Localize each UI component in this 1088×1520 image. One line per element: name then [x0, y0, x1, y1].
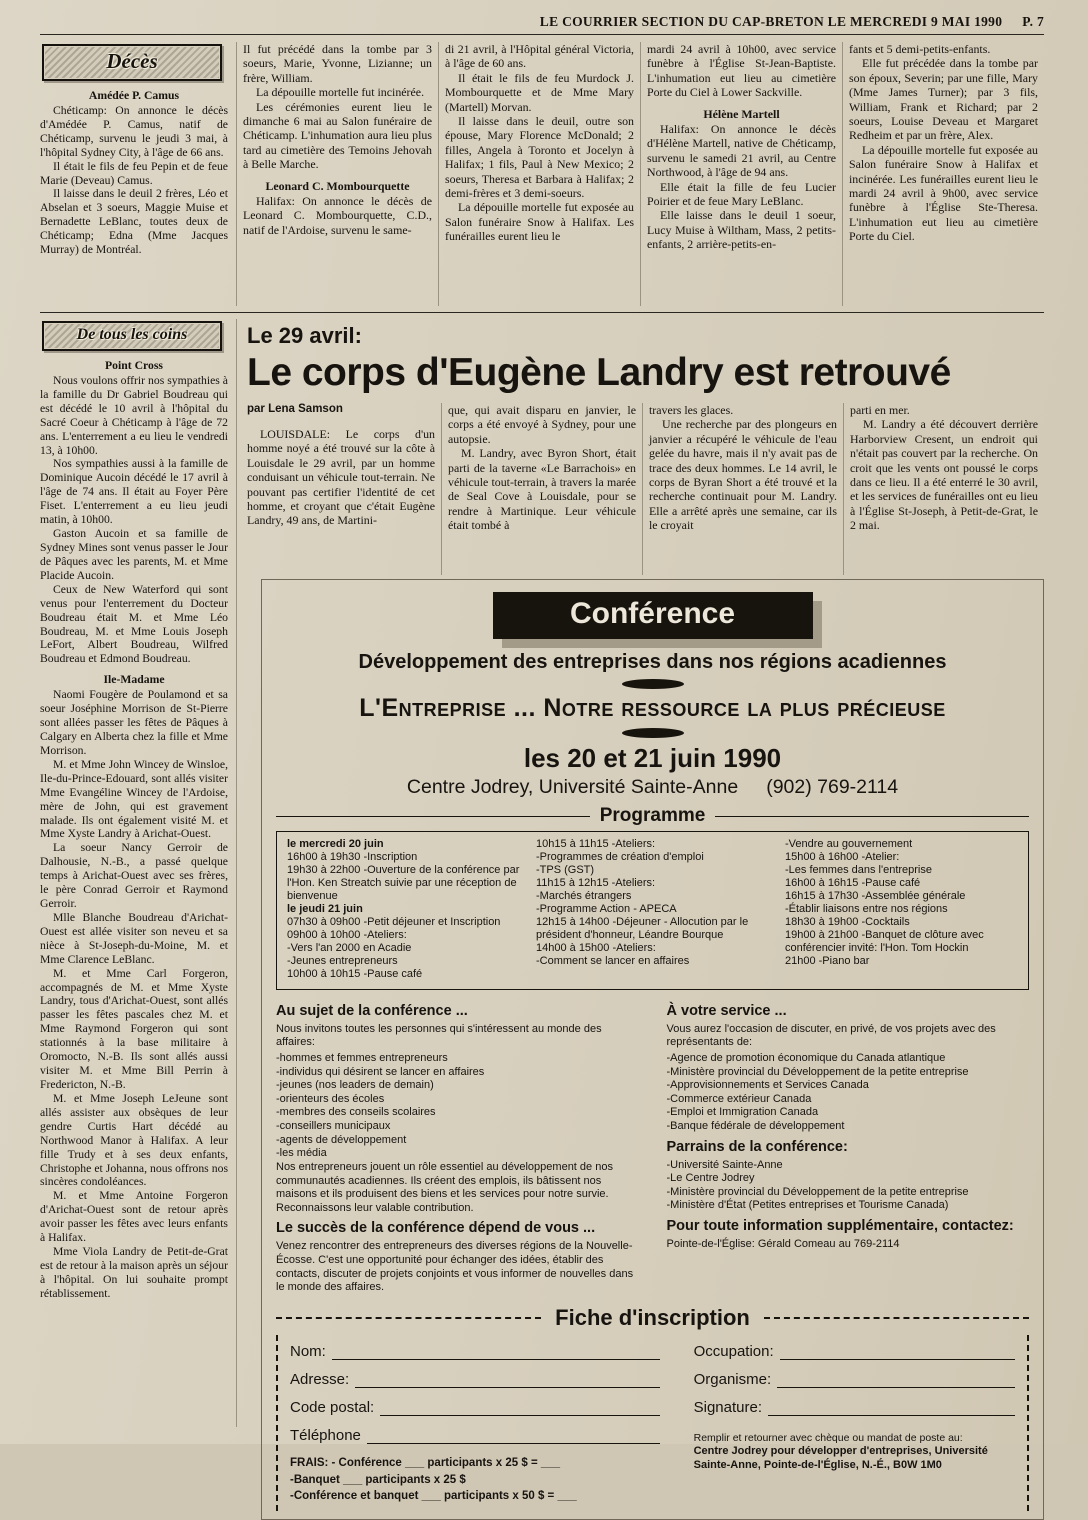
field-blank-line [380, 1402, 659, 1416]
obituary-column [438, 42, 640, 306]
paragraph: Gaston Aucoin et sa famille de Sydney Mines sont venus passer le Jour de Pâques avec les parents, M. et Mme Placide Aucoin. [40, 527, 228, 582]
masthead [40, 14, 1044, 34]
coins-section-title [42, 321, 222, 351]
paragraph-continued: fants et 5 demi-petits-enfants. [849, 42, 991, 56]
line: -hommes et femmes entrepreneurs [276, 1051, 448, 1064]
paragraph: Naomi Fougère de Poulamond et sa soeur Joséphine Morrison de St-Pierre sont allées passer les fêtes de Pâques à Calgary en Alberta chez la fille et Mme Morrison. [40, 688, 228, 757]
line: 14h00 à 15h00 -Ateliers: [536, 941, 656, 954]
program-column [785, 838, 1018, 981]
about-intro: Nous invitons toutes les personnes qui s'intéressent au monde des affaires: [276, 1022, 602, 1049]
line: -Les femmes dans l'entreprise [785, 863, 932, 876]
program-rule-left [276, 816, 590, 817]
line: 11h15 à 12h15 -Ateliers: [536, 876, 656, 889]
line: 19h00 à 21h00 -Banquet de clôture avec conférencier invité: l'Hon. Tom Hockin [785, 928, 984, 954]
venue-phone: (902) 769-2114 [766, 776, 899, 798]
paragraph: La dépouille mortelle fut incinérée. [256, 85, 425, 100]
field-label: Téléphone [290, 1426, 361, 1444]
paragraph: Halifax: On annonce le décès de Leonard C. Mombourquette, C.D., natif de l'Ardoise, survenu le same- [243, 194, 432, 237]
line: -orienteurs des écoles [276, 1092, 385, 1105]
deces-title-label: Décès [106, 49, 158, 73]
line: -Marchés étrangers [536, 889, 632, 902]
line: -Jeunes entrepreneurs [287, 954, 398, 967]
obituary-column [842, 42, 1044, 306]
coins-title-label: De tous les coins [76, 326, 188, 343]
program-box [276, 831, 1029, 990]
paragraph: Nous voulons offrir nos sympathies à la famille du Dr Gabriel Boudreau qui est décédé le 10 avril à l'hôpital du Sacré Coeur à Chéticamp à l'âge de 72 ans. L'enterrement a eu lieu le vendredi 13, à 10h00. [40, 373, 228, 457]
about-column [276, 998, 639, 1297]
line: -jeunes (nos leaders de demain) [276, 1079, 434, 1092]
line: 16h15 à 17h30 -Assemblée générale [785, 889, 966, 902]
article-columns [247, 403, 1044, 575]
page-number: P. 7 [1022, 14, 1044, 29]
main-area [236, 319, 1044, 1503]
line: -Banque fédérale de développement [666, 1120, 845, 1132]
paragraph: M. et Mme John Wincey de Winsloe, Ile-du-Prince-Edouard, sont allés visiter Mme Evangéline Wincey de l'Ardoise, mère de John, qui est gravement malade. Ils ont également visité M. et Mme Xyste Landry à Arichat-Ouest. [40, 757, 228, 841]
line: -Ministère provincial du Développement de la petite entreprise [666, 1065, 969, 1078]
paragraph: M. Landry a été découvert derrière Harborview Cresent, un endroit qui n'était pas couvert par la recherche. On croit que les vents ont poussé le corps dans ce lieu. Il a été enterré le 30 avril, et les services de funérailles ont eu lieu à l'Église St-Joseph, à Petit-de-Grat, le 2 mai. [850, 417, 1038, 533]
line: -Emploi et Immigration Canada [666, 1106, 819, 1119]
paragraph-continued: parti en mer. [850, 403, 910, 417]
line: -Approvisionnements et Services Canada [666, 1079, 869, 1092]
service-column [667, 998, 1030, 1297]
line: -Commerce extérieur Canada [666, 1092, 812, 1105]
subheading: Amédée P. Camus [88, 89, 180, 102]
paragraph: Les cérémonies eurent lieu le dimanche 6 mai au Salon funéraire de Chéticamp. L'inhumation aura lieu plus tard au cimetière des Temoins Jehovah à Belle Marche. [243, 99, 432, 172]
line: -Le Centre Jodrey [666, 1172, 755, 1185]
line: -Vendre au gouvernement [785, 838, 913, 850]
event-venue [276, 776, 1029, 799]
line: -TPS (GST) [536, 863, 595, 876]
deces-section-title [42, 44, 222, 81]
form-field-nom [290, 1343, 660, 1360]
line: -Programmes de création d'emploi [536, 850, 704, 863]
obituaries-first-column [40, 42, 236, 306]
form-dashed-rule-right [764, 1317, 1029, 1319]
line: 15h00 à 16h00 -Atelier: [785, 850, 900, 863]
field-blank-line [768, 1402, 1015, 1416]
paragraph: Il laisse dans le deuil, outre son épouse, Mary Florence McDonald; 2 filles, Angela à Toronto et Jocelyn à Halifax; 1 fils, Paul à New Mexico; 2 soeurs, Theresa et Barbara à Halifax; 2 demi-frères et 3 demi-soeurs. [445, 114, 634, 201]
paragraph: La dépouille mortelle fut exposée au Salon funéraire Snow à Halifax. Les funérailles eurent lieu le [445, 200, 634, 244]
paragraph: Ceux de New Waterford qui sont venus pour l'enterrement du Docteur Boudreau était M. et Mme Léo Boudreau, M. et Mme Louis Joseph LeFort, Albert Boudreau, Wilfred Boudreau et Edmond Boudreau. [40, 582, 228, 666]
subheading: Hélène Martell [703, 106, 780, 121]
paragraph-continued: travers les glaces. [649, 403, 734, 417]
field-blank-line [780, 1346, 1015, 1360]
field-label: Occupation: [693, 1342, 774, 1360]
line: FRAIS: - Conférence ___ participants x 25 $ = ___ [290, 1456, 561, 1469]
obituaries-row [40, 42, 1044, 306]
paragraph: Elle fut précédée dans la tombe par son époux, Severin; par une fille, Mary (Mme James Turner); par 3 fils, William, Frank et Richard; par 2 soeurs, Louise Deveau et Margaret Redheim et par un frère, Alex. [849, 56, 1038, 143]
line: 18h30 à 19h00 -Cocktails [785, 915, 910, 928]
registration-form [276, 1305, 1029, 1511]
subheading: Point Cross [105, 359, 163, 372]
article-column [642, 403, 843, 575]
paragraph: Elle laisse dans le deuil 1 soeur, Lucy Muise à Wiltham, Mass, 2 petits-enfants, 2 arrière-petits-en- [647, 208, 836, 252]
paragraph-continued: mardi 24 avril à 10h00, avec service funèbre à l'Église St-Jean-Baptiste. L'inhumation eut lieu au cimetière Porte du Ciel à Lower Sackville. [647, 42, 836, 100]
paragraph: Il laisse dans le deuil 2 frères, Léo et Abselan et 3 soeurs, Maggie Muise et Bernadette LeBlanc, toutes deux de Chéticamp; Edna (Mme Jacques Murray) de Montréal. [40, 187, 228, 257]
divider-oval [622, 728, 684, 738]
line: 10h00 à 10h15 -Pause café [287, 967, 423, 980]
line: -Établir liaisons entre nos régions [785, 902, 948, 915]
program-column [287, 838, 520, 981]
obituary-columns [236, 42, 1044, 306]
paragraph: La soeur Nancy Gerroir de Dalhousie, N.-B., a passé quelque temps à Arichat-Ouest avec ses frères, le père Conrad Gerroir et Raymond Gerroir. [40, 841, 228, 911]
line: -membres des conseils scolaires [276, 1106, 436, 1119]
line: -Ministère d'État (Petites entreprises et Tourisme Canada) [666, 1199, 949, 1212]
service-intro: Vous aurez l'occasion de discuter, en privé, de vos projets avec des représentants de: [666, 1022, 996, 1049]
obituary-column [236, 42, 438, 306]
success-body: Venez rencontrer des entrepreneurs des diverses régions de la Nouvelle-Écosse. C'est une opportunité pour échanger des idées, établir des contacts, discuter de projets conjoints et vous informer de nouvelles dans le monde des affaires. [276, 1240, 634, 1294]
ad-info-section [276, 998, 1029, 1297]
paragraph: Halifax: On annonce le décès d'Hélène Martell, native de Chéticamp, survenu le samedi 21 avril, au Centre Northwood, à l'âge de 94 ans. [647, 122, 836, 180]
fees-block [290, 1455, 660, 1505]
divider-oval [622, 679, 684, 689]
line: -Agence de promotion économique du Canada atlantique [666, 1051, 946, 1064]
paragraph-continued: di 21 avril, à l'Hôpital général Victoria, à l'âge de 60 ans. [445, 42, 634, 71]
field-blank-line [355, 1374, 659, 1388]
sponsors-list [667, 1159, 1030, 1214]
line: -Banquet ___ participants x 25 $ [290, 1473, 466, 1486]
paragraph: Mme Viola Landry de Petit-de-Grat est de retour à la maison après un séjour à l'hôpital. On lui souhaite prompt rétablissement. [40, 1245, 228, 1300]
form-field-telephone [290, 1427, 660, 1444]
contact-heading: Pour toute information supplémentaire, contactez: [666, 1218, 1014, 1235]
line: -agents de développement [276, 1133, 407, 1146]
form-left-column [290, 1343, 660, 1505]
program-rule-right [715, 816, 1029, 817]
paragraph: M. et Mme Antoine Forgeron d'Arichat-Ouest sont de retour après avoir passer les fêtes avec leurs enfants à Halifax. [40, 1189, 228, 1245]
about-outro: Nos entrepreneurs jouent un rôle essentiel au développement de nos communautés acadiennes. Ils créent des emplois, ils bâtissent nos maisons et ils produisent des biens et les services pour notre survie. Reconnaissons leur valable contribution. [276, 1160, 613, 1214]
form-body [276, 1335, 1029, 1511]
contact-line: Pointe-de-l'Église: Gérald Comeau au 769-2114 [666, 1238, 900, 1251]
paragraph-continued: que, qui avait disparu en janvier, le corps a été envoyé à Sydney, pour une autopsie. [448, 403, 636, 446]
conference-advertisement [261, 579, 1044, 1520]
top-rule [40, 34, 1044, 35]
paragraph: Il était le fils de feu Pepin et de feue Marie (Deveau) Camus. [40, 159, 228, 187]
paragraph: La dépouille mortelle fut exposée au Salon funéraire Snow à Halifax et incinérée. Les funérailles eurent lieu le mardi 24 avril à 9h00, avec service funèbre à l'Église Ste-Theresa. L'inhumation eut lieu au cimetière Porte du Ciel. [849, 142, 1038, 244]
masthead-title: LE COURRIER SECTION DU CAP-BRETON LE MERCREDI 9 MAI 1990 [539, 14, 1003, 29]
subheading: Leonard C. Mombourquette [265, 178, 410, 193]
paragraph: Mlle Blanche Boudreau d'Arichat-Ouest est allée visiter son neveu et sa nièce à St-Joseph-du-Moine, M. et Mme Clarence LeBlanc. [40, 910, 228, 966]
sponsors-heading: Parrains de la conférence: [666, 1138, 848, 1155]
field-label: Nom: [290, 1342, 326, 1360]
form-header [276, 1305, 1029, 1331]
article-column [441, 403, 642, 575]
paragraph: M. et Mme Joseph LeJeune sont allés assister aux obsèques de leur gendre Curtis Hart décédé au Northwood Manor à Halifax. A leur fille Trudy et à ses deux enfants, Christophe et Johanna, nous offrons nos sincères condoléances. [40, 1091, 228, 1189]
subheading: Ile-Madame [103, 673, 165, 687]
about-heading: Au sujet de la conférence ... [276, 1002, 468, 1019]
event-dates: les 20 et 21 juin 1990 [523, 743, 782, 773]
field-blank-line [332, 1346, 660, 1360]
conference-title-box [493, 592, 813, 639]
paragraph: Une recherche par des plongeurs en janvier a récupéré le véhicule de l'eau gelée du havre, mais il n'y avait pas de trace des deux hommes. Le 14 avril, le corps de Byran Short a été trouvé et la recherche continuait pour M. Landry. Elle a arrêté après une semaine, car ils le croyait [649, 417, 837, 533]
field-label: Adresse: [290, 1370, 350, 1388]
field-blank-line [777, 1374, 1015, 1388]
article-column [247, 403, 441, 575]
form-dashed-rule-left [276, 1317, 541, 1319]
ad-subtitle: Développement des entreprises dans nos régions acadiennes [358, 651, 947, 673]
article-column [843, 403, 1044, 575]
field-label: Signature: [693, 1398, 762, 1416]
article-headline: Le corps d'Eugène Landry est retrouvé [247, 351, 951, 394]
ad-slogan: L'Entreprise ... Notre ressource la plus précieuse [359, 694, 946, 722]
line: -Vers l'an 2000 en Acadie [287, 941, 412, 954]
line: 19h30 à 22h00 -Ouverture de la conférence par l'Hon. Ken Streatch suivie par une réception de bienvenue [287, 863, 520, 902]
paragraph-continued: Il fut précédé dans la tombe par 3 soeurs, Marie, Yvonne, Lizianne; un frère, William. [243, 42, 432, 85]
line: -Université Sainte-Anne [666, 1158, 783, 1171]
line: 16h00 à 19h30 -Inscription [287, 850, 418, 863]
line: 21h00 -Piano bar [785, 954, 870, 967]
line: -Conférence et banquet ___ participants x 50 $ = ___ [290, 1490, 577, 1503]
form-right-column [694, 1343, 1015, 1505]
paragraph: Il était le fils de feu Murdock J. Mombourquette et de Mme Mary (Martell) Morvan. [445, 70, 634, 114]
form-field-adresse [290, 1371, 660, 1388]
paragraph: M. et Mme Carl Forgeron, accompagnés de M. et Mme Xyste Landry, tous d'Arichat-Ouest, sont allés passer les fêtes pascales chez M. et Mme Raymond Forgeron qui sont stationnés à la base militaire à Oromocto, N.-B. Ils sont allés aussi visiter M. et Mme Bill Perrin à Fredericton, N.-B. [40, 966, 228, 1092]
program-title: Programme [599, 805, 706, 826]
obituary-column [640, 42, 842, 306]
field-blank-line [367, 1430, 660, 1444]
article-byline: par Lena Samson [247, 403, 343, 415]
field-label: Code postal: [290, 1398, 375, 1416]
conference-title-label: Conférence [569, 597, 736, 630]
form-note-bold: Centre Jodrey pour développer d'entreprises, Université Sainte-Anne, Pointe-de-l'Église, N.-É., B0W 1M0 [693, 1444, 988, 1472]
bold-line: le mercredi 20 juin [287, 838, 384, 850]
line: -conseillers municipaux [276, 1120, 391, 1132]
success-heading: Le succès de la conférence dépend de vous ... [276, 1220, 596, 1237]
line: 09h00 à 10h00 -Ateliers: [287, 928, 407, 941]
paragraph: Elle était la fille de feu Lucier Poirier et de feue Mary LeBlanc. [647, 179, 836, 209]
coins-sidebar [40, 319, 236, 1427]
line: 16h00 à 16h15 -Pause café [785, 876, 921, 889]
paragraph: M. Landry, avec Byron Short, était parti de la taverne «Le Barrachois» en véhicule tout-terrain, à travers la marée de Seal Cove à Louisdale, pour se rendre à Martinique. Leur véhicule était tombé à [448, 446, 636, 533]
form-title: Fiche d'inscription [555, 1304, 750, 1330]
line: 07h30 à 09h00 -Petit déjeuner et Inscription [287, 915, 501, 928]
line: -Programme Action - APECA [536, 902, 677, 915]
program-column [536, 838, 769, 981]
lower-row [40, 319, 1044, 1503]
program-header [276, 805, 1029, 827]
paragraph: Nos sympathies aussi à la famille de Dominique Aucoin décédé le 17 avril à l'âge de 74 ans. Il était au Foyer Père Fiset. L'enterrement a eu lieu jeudi matin, à 10h00. [40, 457, 228, 527]
line: -individus qui désirent se lancer en affaires [276, 1065, 485, 1078]
form-field-occupation [694, 1343, 1015, 1360]
paragraph: Chéticamp: On annonce le décès d'Amédée P. Camus, natif de Chéticamp, survenu le jeudi 3 mai, à l'hôpital Sydney City, à l'âge de 66 ans. [40, 103, 228, 159]
paragraph: LOUISDALE: Le corps d'un homme noyé a été trouvé sur la côte à Louisdale le 29 avril, par un homme conduisant un véhicule tout-terrain. Ne pouvant pas certifier l'identité de cet homme, et croyant que c'était Eugène Landry, 49 ans, de Martini- [247, 426, 435, 528]
form-field-code-postal [290, 1399, 660, 1416]
section-divider [40, 312, 1044, 313]
service-list [667, 1052, 1030, 1134]
line: -Comment se lancer en affaires [536, 954, 690, 967]
about-list [276, 1052, 639, 1161]
form-field-organisme [694, 1371, 1015, 1388]
line: -les média [276, 1147, 327, 1160]
obituary-column [40, 89, 228, 257]
form-field-signature [694, 1399, 1015, 1416]
line: 10h15 à 11h15 -Ateliers: [536, 838, 656, 850]
coins-column [40, 359, 228, 1301]
field-label: Organisme: [693, 1370, 772, 1388]
service-heading: À votre service ... [666, 1002, 787, 1019]
venue-label: Centre Jodrey, Université Sainte-Anne [406, 776, 739, 798]
line: 12h15 à 14h00 -Déjeuner - Allocution par le président d'honneur, Léandre Bourque [536, 915, 749, 941]
bold-line: le jeudi 21 juin [287, 902, 363, 915]
line: -Ministère provincial du Développement de la petite entreprise [666, 1185, 969, 1198]
article-kicker: Le 29 avril: [247, 323, 362, 348]
form-note-small: Remplir et retourner avec chèque ou mandat de poste au: [693, 1431, 963, 1444]
